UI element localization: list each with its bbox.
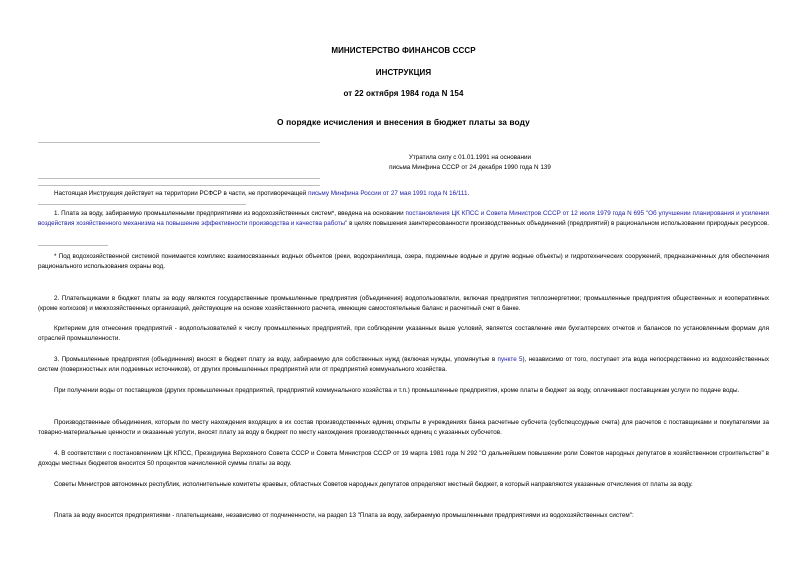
footnote (38, 252, 769, 272)
divider (38, 185, 320, 186)
footnote-divider (38, 245, 108, 246)
page-title: О порядке исчисления и внесения в бюджет платы за воду (277, 117, 530, 127)
divider (38, 204, 246, 205)
criterion-paragraph (38, 324, 769, 344)
expired-note (290, 153, 650, 173)
last-text: Плата за воду вносится предприятиями - плательщиками, независимо от подчиненности, на раздел 13 "Плата за воду, забираемую промышленными предприятиями из водохозяйственных систем": (54, 512, 634, 519)
councils-paragraph (38, 480, 769, 490)
paragraph-2-text: 2. Плательщиками в бюджет платы за воду являются государственные промышленные предприятия (объединения) водопользователи, включая предприятия теплоэнергетики; промышленные предприятия общественных и кооперативных (кроме колхозов) и межхозяйственных организаций, действующие на основе хозяйственного расчета, имеющие самостоятельные баланс и расчетный счет в банке. (38, 295, 769, 312)
associations-paragraph (38, 418, 769, 438)
expired-note-line2: письма Минфина СССР от 24 декабря 1990 года N 139 (389, 164, 551, 171)
applicability-end: . (467, 190, 470, 197)
ministry-heading: МИНИСТЕРСТВО ФИНАНСОВ СССР (331, 46, 476, 55)
paragraph-4-text: 4. В соответствии с постановлением ЦК КПСС, Президиума Верховного Совета СССР и Совета Министров СССР от 19 марта 1981 года N 292 "О дальнейшем повышении роли Советов народных депутатов в хозяйственном строительстве" в доходы местных бюджетов вносится 50 процентов начисленной суммы платы за воду. (38, 450, 769, 467)
paragraph-3-end: ), независимо от того, поступает эта вода непосредственно из водохозяйственных систем (поверхностных или подземных источников), от других промышленных предприятий или от предприятий коммунального хозяйства. (38, 356, 769, 373)
applicability-link[interactable]: письму Минфина России от 27 мая 1991 года N 16/111 (308, 190, 468, 197)
paragraph-1 (38, 209, 769, 229)
councils-text: Советы Министров автономных республик, исполнительные комитеты краевых, областных Советов народных депутатов определяют местный бюджет, в который направляются указанные отчисления от платы за воду. (54, 481, 693, 488)
paragraph-3-link[interactable]: пункте 5 (497, 356, 523, 363)
applicability-note (38, 189, 769, 199)
paragraph-1-link[interactable]: постановления ЦК КПСС и Совета Министров СССР от 12 июля 1979 года N 695 "Об улучшении планирования и усилении воздействия хозяйственного механизма на повышение эффективности производства и качества работы" (38, 210, 769, 227)
associations-text: Производственные объединения, которым по месту нахождения входящих в их состав производственных единиц открыты в учреждениях банка расчетные субсчета (субспецссудные счета) для расчетов с поставщиками и покупателями за товарно-материальные ценности и оказанные услуги, вносят плату за воду в бюджет по месту нахождения производственных единиц с указанных субсчетов. (38, 419, 769, 436)
paragraph-3 (38, 355, 769, 375)
paragraph-4 (38, 449, 769, 469)
date-number-heading: от 22 октября 1984 года N 154 (343, 89, 464, 98)
last-paragraph (38, 511, 769, 521)
criterion-text: Критерием для отнесения предприятий - водопользователей к числу промышленных предприятий, при соблюдении указанных выше условий, является составление ими бухгалтерских отчетов и балансов по установленным формам для отраслей промышленности. (38, 325, 769, 342)
receipt-paragraph (38, 386, 769, 396)
paragraph-2 (38, 294, 769, 314)
divider (38, 142, 320, 143)
expired-note-line1: Утратила силу с 01.01.1991 на основании (408, 154, 532, 161)
divider (38, 178, 320, 179)
paragraph-1-end: в целях повышения заинтересованности производственных объединений (предприятий) в рациональном использовании природных ресурсов. (347, 220, 769, 227)
doc-type-heading: ИНСТРУКЦИЯ (375, 68, 432, 77)
paragraph-1-text: 1. Плата за воду, забираемую промышленными предприятиями из водохозяйственных систем*, введена на основании (54, 210, 406, 217)
paragraph-3-text: 3. Промышленные предприятия (объединения) вносят в бюджет плату за воду, забираемую для собственных нужд (включая нужды, упомянутые в (54, 356, 498, 363)
footnote-text: * Под водохозяйственной системой понимается комплекс взаимосвязанных водных объектов (реки, водохранилища, озера, подземные водные и другие водные объекты) и гидротехнических сооружений, предназначенных для обеспечения рационального использования охраны вод. (38, 253, 769, 270)
receipt-text: При получении воды от поставщиков (других промышленных предприятий, предприятий коммунального хозяйства и т.п.) промышленные предприятия, кроме платы в бюджет за воду, оплачивают поставщикам услуги по подаче воды. (54, 387, 740, 394)
applicability-text: Настоящая Инструкция действует на территории РСФСР в части, не противоречащей (54, 190, 309, 197)
